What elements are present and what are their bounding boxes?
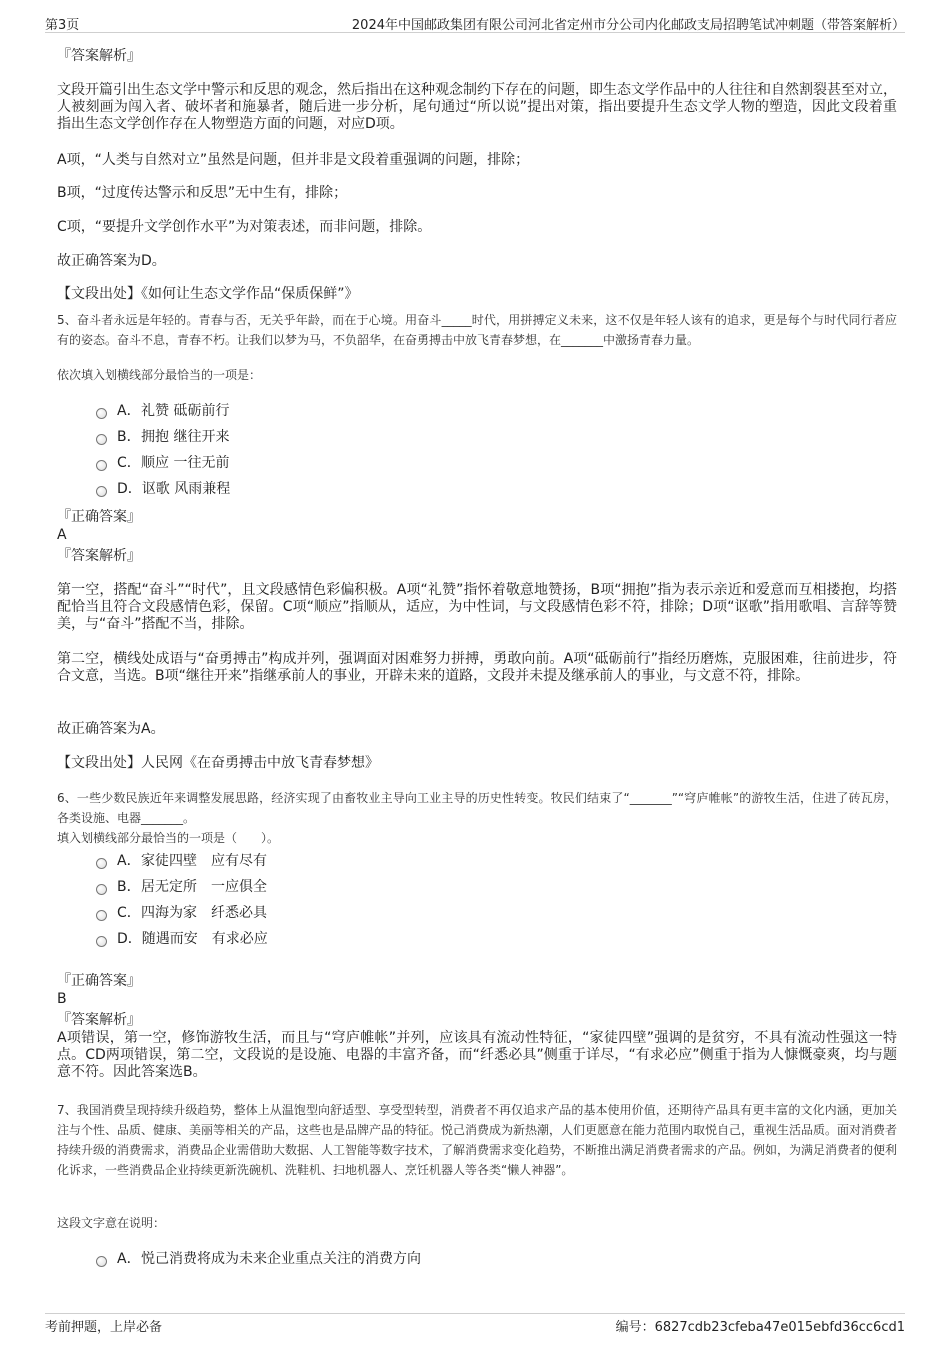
page-header	[45, 14, 905, 33]
radio-icon[interactable]	[96, 460, 107, 471]
q4-analysis-label: 『答案解析』	[57, 48, 141, 64]
radio-icon[interactable]	[96, 408, 107, 419]
option-text: 居无定所 一应俱全	[141, 879, 267, 895]
radio-icon[interactable]	[96, 884, 107, 895]
q5-source: 【文段出处】人民网《在奋勇搏击中放飞青春梦想》	[57, 755, 379, 771]
q6-correct-answer: B	[57, 991, 67, 1007]
q4-conclusion: 故正确答案为D。	[57, 253, 166, 269]
page-number: 第3页	[45, 18, 80, 33]
q4-analysis-option-c: C项，“要提升文学创作水平”为对策表述，而非问题，排除。	[57, 219, 432, 235]
radio-icon[interactable]	[96, 434, 107, 445]
q6-analysis-paragraph: A项错误，第一空，修饰游牧生活，而且与“穹庐帷帐”并列，应该具有流动性特征，“家徒四壁”强调的是贫穷，不具有流动性强这一特点。CD两项错误，第二空，文段说的是设施、电器的丰富齐备，而“纤悉必具”侧重于详尽，“有求必应”侧重于指为人慷慨豪爽，均与题意不符。因此答案选B。	[57, 1030, 897, 1080]
q7-option-a[interactable]: A． 悦己消费将成为未来企业重点关注的消费方向	[96, 1250, 421, 1268]
q5-analysis-paragraph-1: 第一空，搭配“奋斗”“时代”，且文段感情色彩偏积极。A项“礼赞”指怀着敬意地赞扬，B项“拥抱”指为表示亲近和爱意而互相搂抱，均搭配恰当且符合文段感情色彩，保留。C项“顺应”指顺从，适应，为中性词，与文段感情色彩不符，排除；D项“讴歌”指用歌唱、言辞等赞美，与“奋斗”搭配不当，排除。	[57, 582, 897, 632]
q5-analysis-label: 『答案解析』	[57, 548, 141, 564]
q6-option-b[interactable]: B． 居无定所 一应俱全	[96, 878, 267, 896]
radio-icon[interactable]	[96, 1256, 107, 1267]
page-footer	[45, 1313, 905, 1335]
q5-correct-answer: A	[57, 527, 67, 543]
option-text: 四海为家 纤悉必具	[141, 905, 267, 921]
q5-analysis-paragraph-2: 第二空，横线处成语与“奋勇搏击”构成并列，强调面对困难努力拼搏，勇敢向前。A项“砥砺前行”指经历磨炼，克服困难，往前进步，符合文意，当选。B项“继往开来”指继承前人的事业，开辟未来的道路，文段并未提及继承前人的事业，与文意不符，排除。	[57, 651, 897, 684]
option-text: 顺应 一往无前	[141, 455, 230, 471]
q5-option-d[interactable]: D． 讴歌 风雨兼程	[96, 480, 230, 498]
q6-option-d[interactable]: D． 随遇而安 有求必应	[96, 930, 268, 948]
radio-icon[interactable]	[96, 910, 107, 921]
q4-analysis-paragraph: 文段开篇引出生态文学中警示和反思的观念，然后指出在这种观念制约下存在的问题，即生态文学作品中的人往往和自然割裂甚至对立，人被刻画为闯入者、破坏者和施暴者，随后进一步分析，尾句通过“所以说”提出对策，指出要提升生态文学人物的塑造，因此文段着重指出生态文学创作存在人物塑造方面的问题，对应D项。	[57, 82, 897, 132]
q5-prompt: 依次填入划横线部分最恰当的一项是：	[57, 368, 262, 382]
q6-analysis-label: 『答案解析』	[57, 1012, 141, 1028]
q4-analysis-option-a: A项，“人类与自然对立”虽然是问题，但并非是文段着重强调的问题，排除；	[57, 152, 530, 168]
option-text: 家徒四壁 应有尽有	[141, 853, 267, 869]
document-title: 2024年中国邮政集团有限公司河北省定州市分公司内化邮政支局招聘笔试冲刺题（带答案解析）	[351, 18, 905, 33]
option-text: 讴歌 风雨兼程	[141, 481, 231, 497]
option-text: 礼赞 砥砺前行	[141, 403, 230, 419]
q6-stem: 6、一些少数民族近年来调整发展思路，经济实现了由畜牧业主导向工业主导的历史性转变。牧民们结束了“_______”“穹庐帷帐”的游牧生活，住进了砖瓦房，各类设施、电器_______。	[57, 791, 897, 825]
q6-prompt: 填入划横线部分最恰当的一项是（ ）。	[57, 831, 280, 845]
radio-icon[interactable]	[96, 486, 107, 497]
footer-slogan: 考前押题，上岸必备	[45, 1320, 163, 1335]
q7-stem: 7、我国消费呈现持续升级趋势，整体上从温饱型向舒适型、享受型转型，消费者不再仅追求产品的基本使用价值，还期待产品具有更丰富的文化内涵，更加关注与个性、品质、健康、美丽等相关的产品，这些也是品牌产品的特征。悦己消费成为新热潮，人们更愿意在能力范围内取悦自己，重视生活品质。面对消费者持续升级的消费需求，消费品企业需借助大数据、人工智能等数字技术，了解消费需求变化趋势，不断推出满足消费者需求的产品。例如，为满足消费者的便利化诉求，一些消费品企业持续更新洗碗机、洗鞋机、扫地机器人、烹饪机器人等各类“懒人神器”。	[57, 1103, 898, 1177]
q5-option-a[interactable]: A． 礼赞 砥砺前行	[96, 402, 229, 420]
q5-conclusion: 故正确答案为A。	[57, 721, 165, 737]
q4-analysis-option-b: B项，“过度传达警示和反思”无中生有，排除；	[57, 185, 348, 201]
q5-stem: 5、奋斗者永远是年轻的。青春与否，无关乎年龄，而在于心境。用奋斗_____时代，用拼搏定义未来，这不仅是年轻人该有的追求，更是每个与时代同行者应有的姿态。奋斗不息，青春不朽。让我们以梦为马，不负韶华，在奋勇搏击中放飞青春梦想，在_______中激扬青春力量。	[57, 313, 897, 347]
q7-prompt: 这段文字意在说明：	[57, 1216, 166, 1230]
document-code: 编号：6827cdb23cfeba47e015ebfd36cc6cd1	[615, 1320, 905, 1335]
q4-source: 【文段出处】《如何让生态文学作品“保质保鲜”》	[57, 286, 359, 302]
radio-icon[interactable]	[96, 858, 107, 869]
q6-option-c[interactable]: C． 四海为家 纤悉必具	[96, 904, 267, 922]
q5-option-b[interactable]: B． 拥抱 继往开来	[96, 428, 229, 446]
option-text: 随遇而安 有求必应	[141, 931, 268, 947]
q5-option-c[interactable]: C． 顺应 一往无前	[96, 454, 229, 472]
q6-option-a[interactable]: A． 家徒四壁 应有尽有	[96, 852, 267, 870]
radio-icon[interactable]	[96, 936, 107, 947]
option-text: 拥抱 继往开来	[141, 429, 230, 445]
q5-correct-label: 『正确答案』	[57, 509, 141, 525]
q6-correct-label: 『正确答案』	[57, 973, 141, 989]
option-text: 悦己消费将成为未来企业重点关注的消费方向	[141, 1251, 421, 1267]
